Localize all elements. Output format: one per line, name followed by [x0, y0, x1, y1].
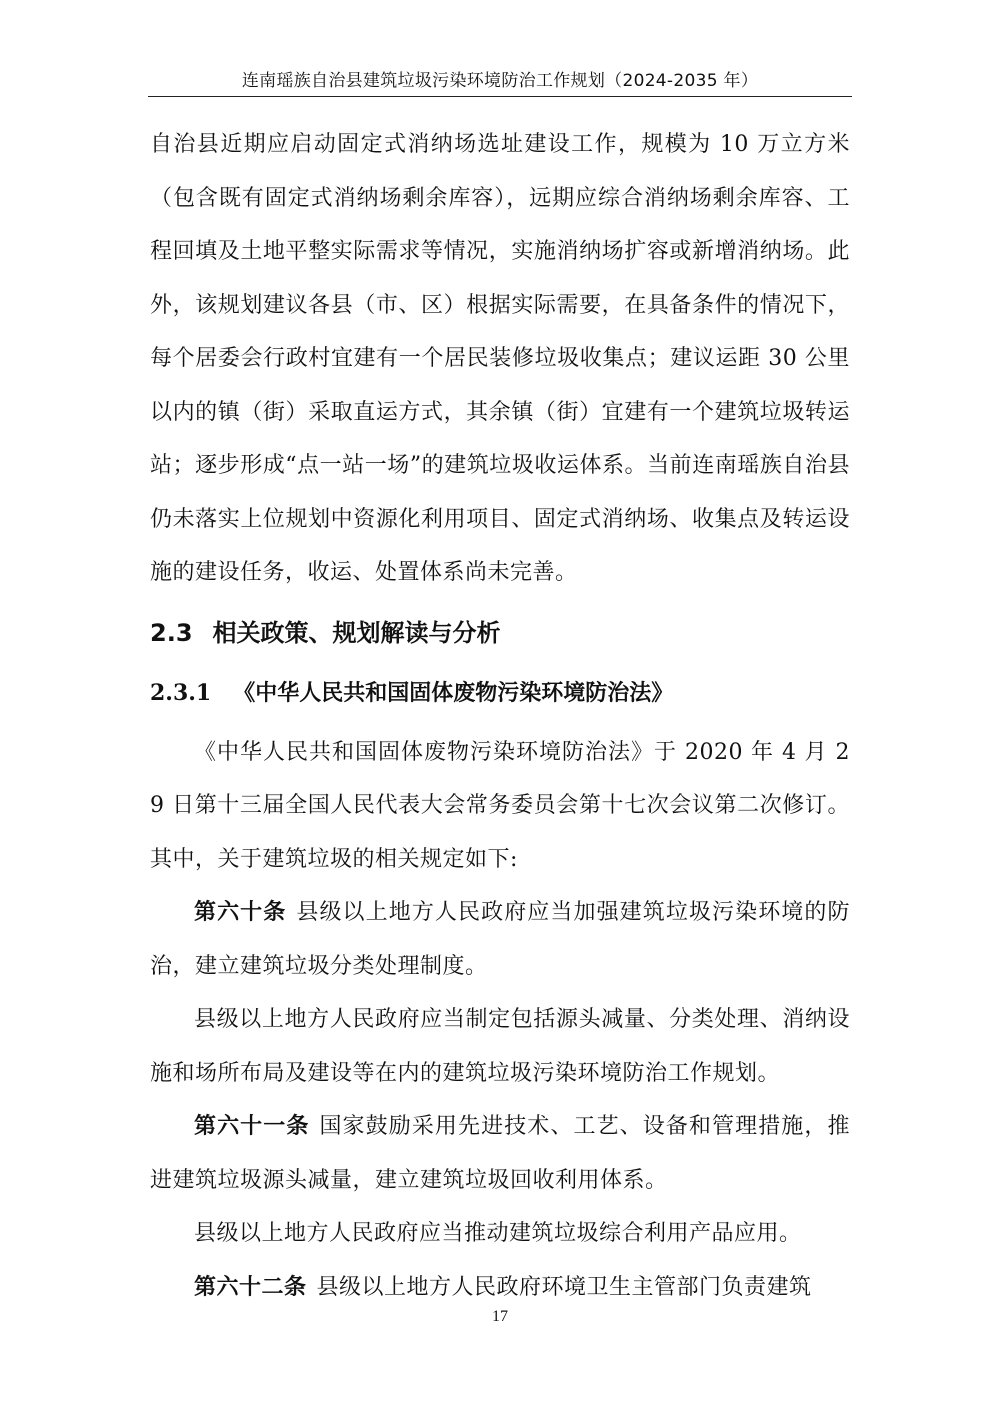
article-text: 县级以上地方人民政府应当推动建筑垃圾综合利用产品应用。 — [194, 1221, 802, 1246]
intro-paragraph: 自治县近期应启动固定式消纳场选址建设工作，规模为 10 万立方米（包含既有固定式消纳场剩余库容），远期应综合消纳场剩余库容、工程回填及土地平整实际需求等情况，实施消纳场扩容或新增消纳场。此外，该规划建议各县（市、区）根据实际需要，在具备条件的情况下，每个居委会行政村宜建有一个居民装修垃圾收集点；建议运距 30 公里以内的镇（街）采取直运方式，其余镇（街）宜建有一个建筑垃圾转运站；逐步形成“点一站一场”的建筑垃圾收运体系。当前连南瑶族自治县仍未落实上位规划中资源化利用项目、固定式消纳场、收集点及转运设施的建设任务，收运、处置体系尚未完善。 — [150, 132, 850, 585]
article-61-paragraph — [150, 1100, 850, 1207]
subsection-title: 《中华人民共和国固体废物污染环境防治法》 — [233, 679, 674, 706]
article-text: 国家鼓励采用先进技术、工艺、设备和管理措施，推进建筑垃圾源头减量，建立建筑垃圾回收利用体系。 — [150, 1114, 850, 1193]
article-label: 第六十条 — [194, 899, 287, 925]
header-rule — [148, 96, 852, 97]
page-number: 17 — [492, 1308, 508, 1325]
article-60-paragraph — [150, 886, 850, 993]
section-title: 相关政策、规划解读与分析 — [212, 618, 501, 647]
article-60-clause-2 — [150, 993, 850, 1100]
article-text: 县级以上地方人民政府环境卫生主管部门负责建筑 — [316, 1274, 812, 1300]
subsection-heading — [150, 660, 850, 726]
section-heading — [150, 606, 850, 660]
article-text: 县级以上地方人民政府应当加强建筑垃圾污染环境的防治，建立建筑垃圾分类处理制度。 — [150, 900, 850, 979]
section-number: 2.3 — [150, 618, 193, 647]
article-62-paragraph — [150, 1261, 850, 1315]
subsection-number: 2.3.1 — [150, 679, 212, 706]
article-61-clause-2 — [150, 1207, 850, 1261]
document-body — [150, 118, 850, 1314]
law-intro-paragraph: 《中华人民共和国固体废物污染环境防治法》于 2020 年 4 月 29 日第十三届全国人民代表大会常务委员会第十七次会议第二次修订。其中，关于建筑垃圾的相关规定如下: — [150, 739, 850, 872]
article-label: 第六十二条 — [194, 1273, 307, 1300]
article-text: 县级以上地方人民政府应当制定包括源头减量、分类处理、消纳设施和场所布局及建设等在内的建筑垃圾污染环境防治工作规划。 — [150, 1007, 850, 1086]
article-label: 第六十一条 — [194, 1113, 310, 1139]
running-header: 连南瑶族自治县建筑垃圾污染环境防治工作规划（2024-2035 年） — [241, 71, 759, 91]
